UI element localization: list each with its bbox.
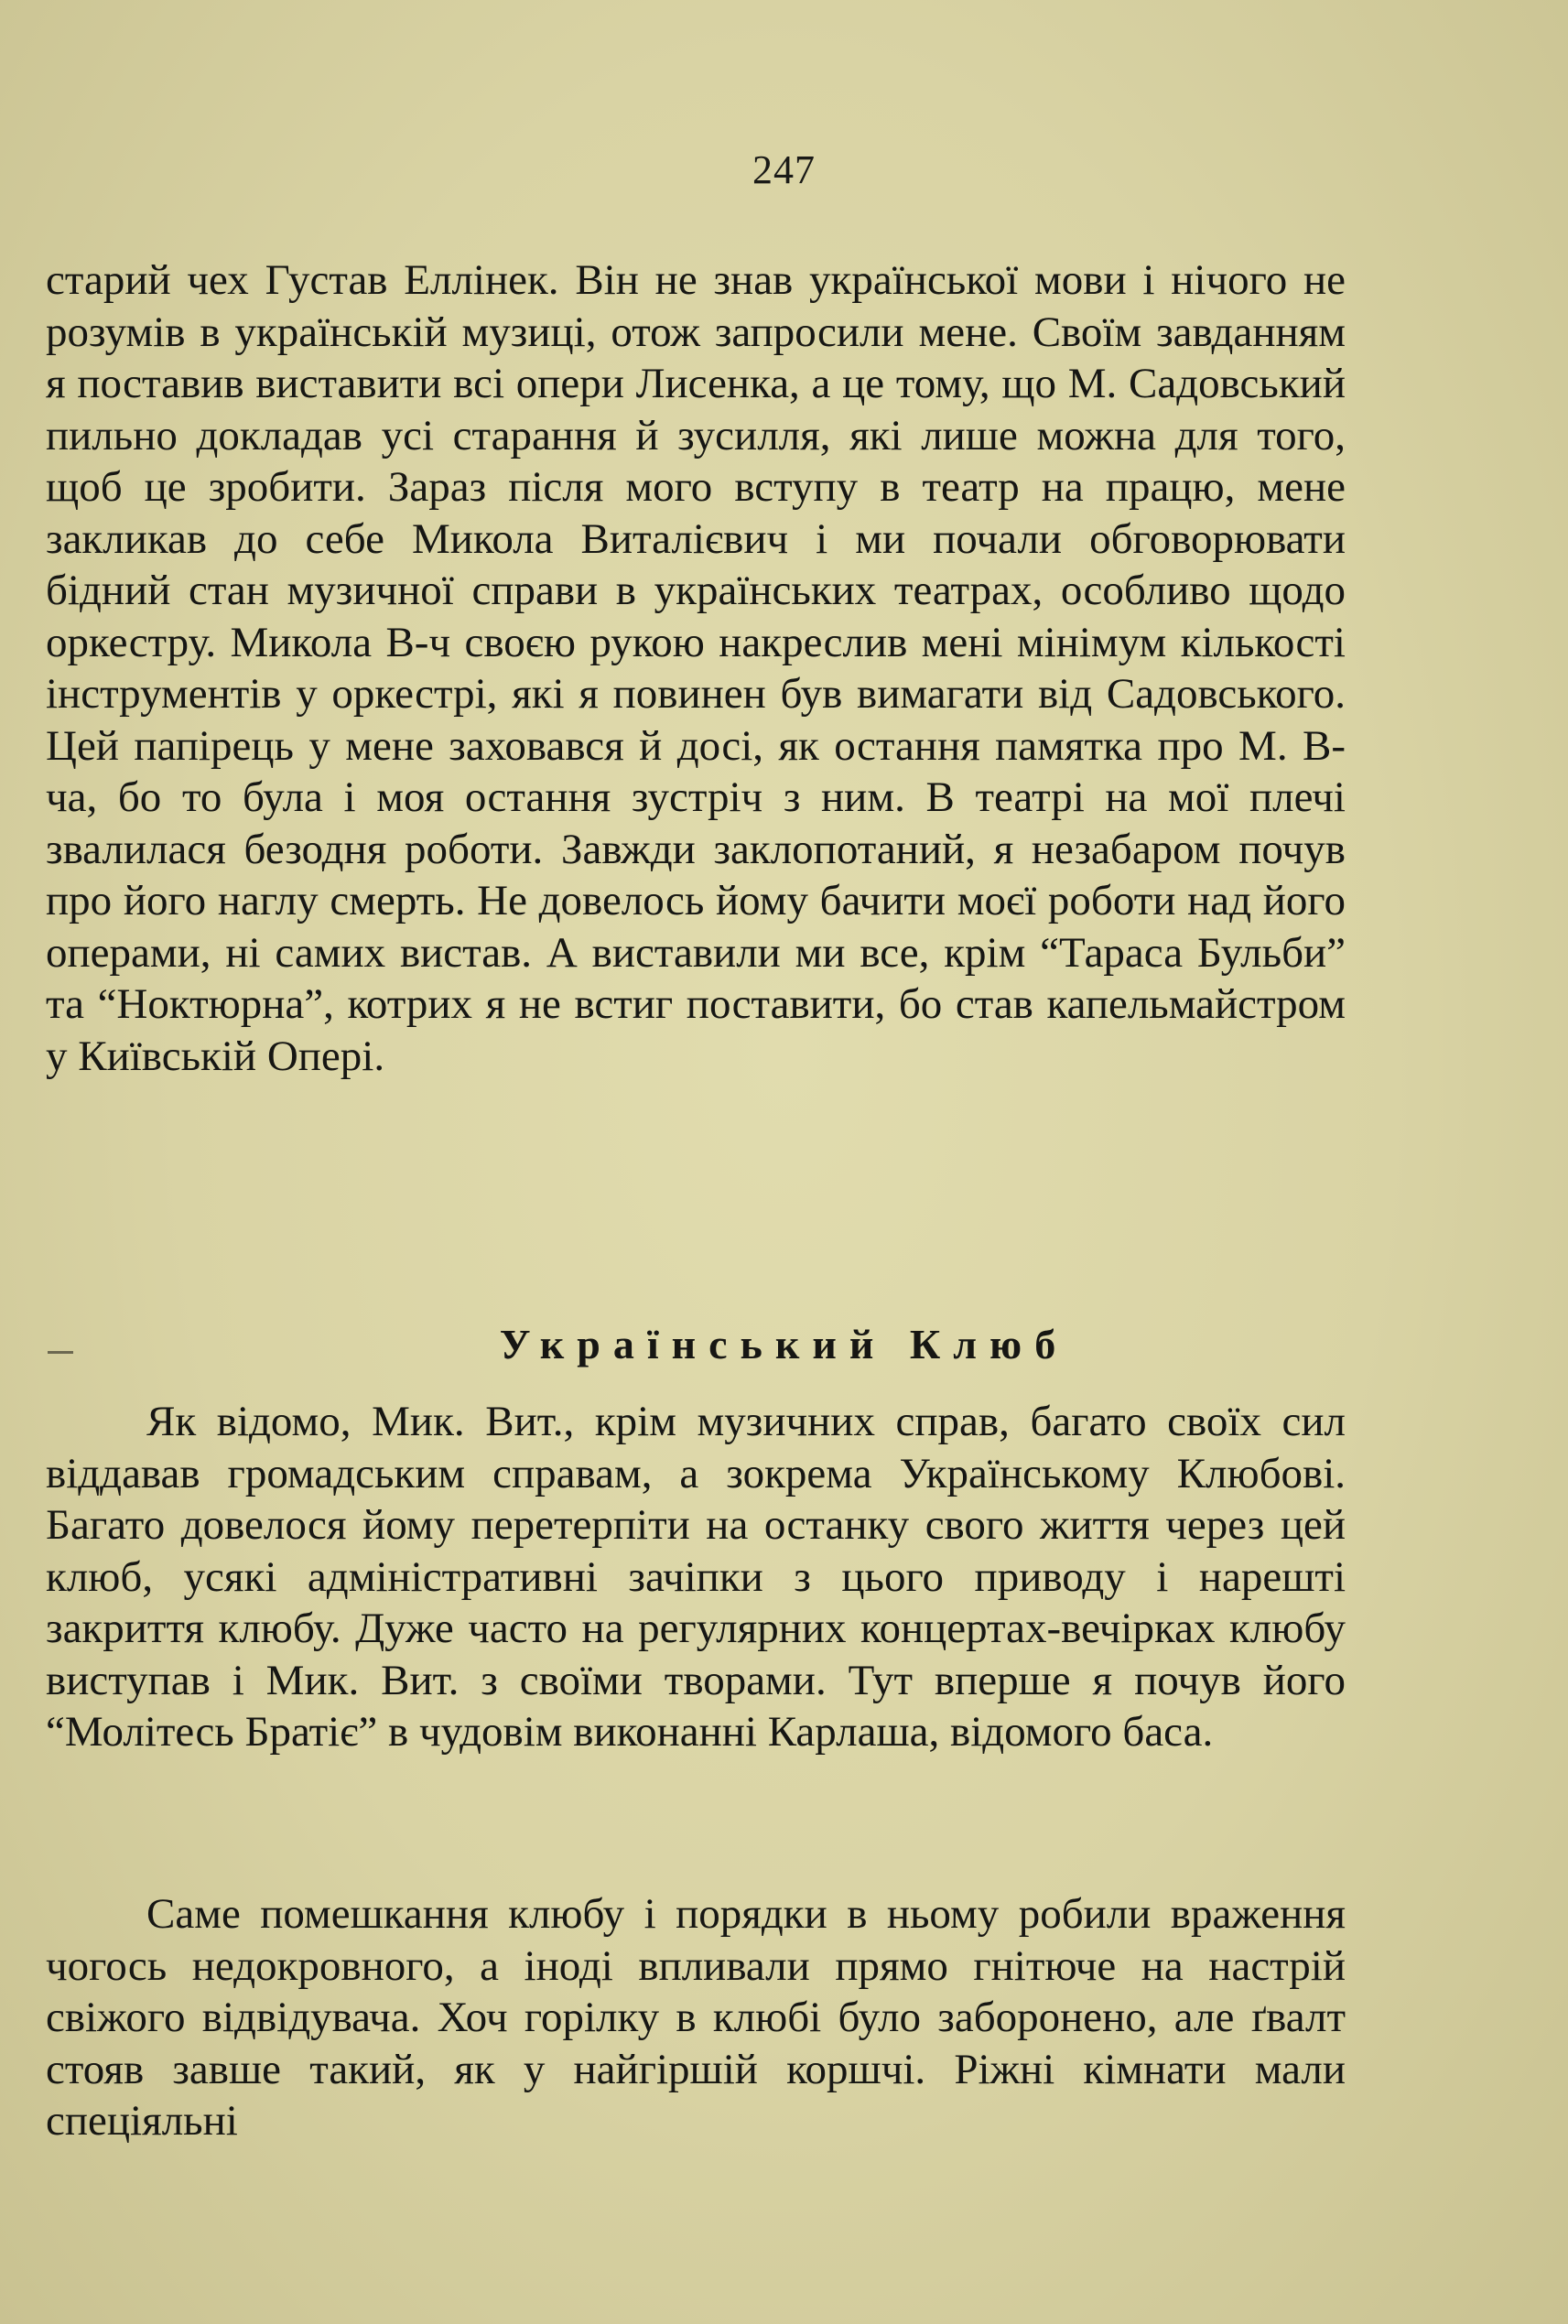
text-block-bottom-2 (46, 1888, 1346, 2147)
page-number: 247 (752, 147, 816, 192)
text-block-bottom-1 (46, 1396, 1346, 1758)
text-block-top (46, 254, 1346, 1082)
paragraph: Саме помешкання клюбу і порядки в ньому робили враження чогось недокровного, а іноді впливали прямо гнітюче на настрій свіжого відвідувача. Хоч горілку в клюбі було заборонено, але ґвалт стояв завше такий, як у найгіршій коршчі. Ріжні кімнати мали спеціяльні (46, 1890, 1346, 2145)
section-title: Український Клюб (499, 1321, 1069, 1367)
paragraph: старий чех Густав Еллінек. Він не знав української мови і нічого не розумів в українській музиці, отож запросили мене. Своїм завданням я поставив виставити всі опери Лисенка, а це тому, що М. Садовський пильно докладав усі старання й зусилля, які лише можна для того, щоб це зробити. Зараз після мого вступу в театр на працю, мене закликав до себе Микола Виталієвич і ми почали обговорювати бідний стан музичної справи в українських театрах, особливо щодо оркестру. Микола В-ч своєю рукою накреслив мені мінімум кількості інструментів у оркестрі, які я повинен був вимагати від Садовського. Цей папірець у мене заховався й досі, як остання памятка про М. В-ча, бо то була і моя остання зустріч з ним. В театрі на мої плечі звалилася безодня роботи. Завжди заклопотаний, я незабаром почув про його наглу смерть. Не довелось йому бачити моєї роботи над його операми, ні самих вистав. А виставили ми все, крім “Тараса Бульби” та “Ноктюрна”, котрих я не встиг поставити, бо став капельмайстром у Київській Опері. (46, 256, 1346, 1080)
paragraph: Як відомо, Мик. Вит., крім музичних справ, багато своїх сил віддавав громадським справам, а зокрема Українському Клюбові. Багато довелося йому перетерпіти на останку свого життя через цей клюб, усякі адміністративні зачіпки з цього приводу і нарешті закриття клюбу. Дуже часто на регулярних концертах-вечірках клюбу виступав і Мик. Вит. з своїми творами. Тут вперше я почув його “Молітесь Братіє” в чудовім виконанні Карлаша, відомого баса. (46, 1398, 1346, 1756)
